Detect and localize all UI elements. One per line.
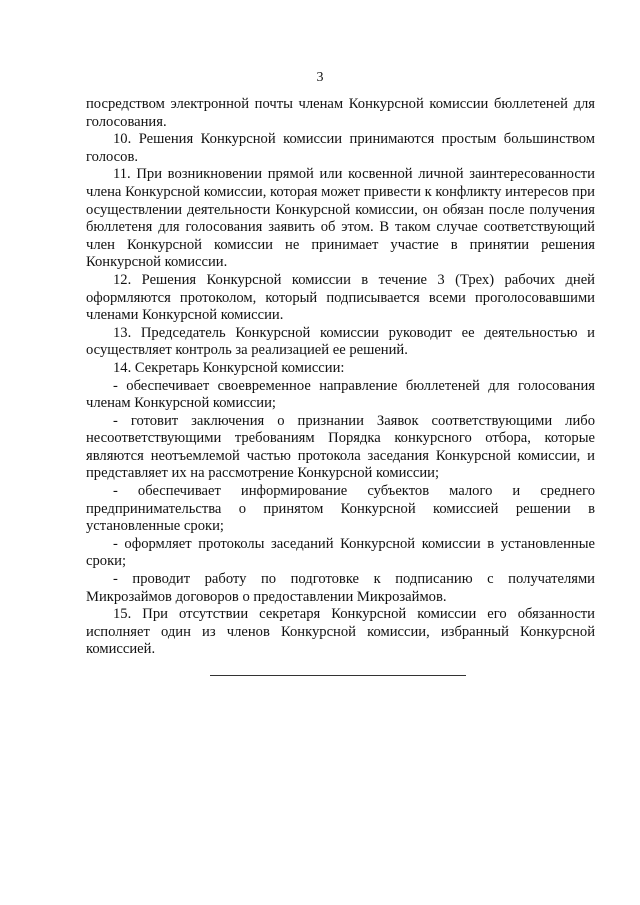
secretary-duty-3: - обеспечивает информирование субъектов малого и среднего предпринимательства о принятом Конкурсной комиссией решении в установленные сроки;: [86, 483, 595, 535]
paragraph-item-15: 15. При отсутствии секретаря Конкурсной комиссии его обязанности исполняет один из членов Конкурсной комиссии, избранный Конкурсной комиссией.: [86, 606, 595, 658]
end-divider-line: [210, 675, 466, 676]
paragraph-item-14: 14. Секретарь Конкурсной комиссии:: [113, 359, 345, 376]
paragraph-item-13: 13. Председатель Конкурсной комиссии руководит ее деятельностью и осуществляет контроль за реализацией ее решений.: [86, 324, 595, 359]
paragraph-item-11: 11. При возникновении прямой или косвенной личной заинтересованности члена Конкурсной комиссии, которая может привести к конфликту интересов при осуществлении деятельности Конкурсной комиссии, он обязан после получения бюллетеня для голосования заявить об этом. В таком случае соответствующий член Конкурсной комиссии не принимает участие в принятии решения Конкурсной комиссии.: [86, 166, 595, 271]
secretary-duty-1: - обеспечивает своевременное направление бюллетеней для голосования членам Конкурсной комиссии;: [86, 377, 595, 412]
paragraph-continuation: посредством электронной почты членам Конкурсной комиссии бюллетеней для голосования.: [86, 96, 595, 130]
document-body: [86, 96, 595, 659]
page-number: 3: [316, 70, 324, 85]
paragraph-item-10: 10. Решения Конкурсной комиссии принимаются простым большинством голосов.: [86, 131, 595, 165]
secretary-duty-5: - проводит работу по подготовке к подписанию с получателями Микрозаймов договоров о предоставлении Микрозаймов.: [86, 571, 595, 605]
secretary-duty-2: - готовит заключения о признании Заявок соответствующими либо несоответствующими требованиям Порядка конкурсного отбора, которые являются неотъемлемой частью протокола заседания Конкурсной комиссии, и представляет их на рассмотрение Конкурсной комиссии;: [86, 412, 595, 482]
secretary-duty-4: - оформляет протоколы заседаний Конкурсной комиссии в установленные сроки;: [86, 535, 595, 570]
paragraph-item-12: 12. Решения Конкурсной комиссии в течение 3 (Трех) рабочих дней оформляются протоколом, который подписывается всеми проголосовавшими членами Конкурсной комиссии.: [86, 271, 595, 324]
